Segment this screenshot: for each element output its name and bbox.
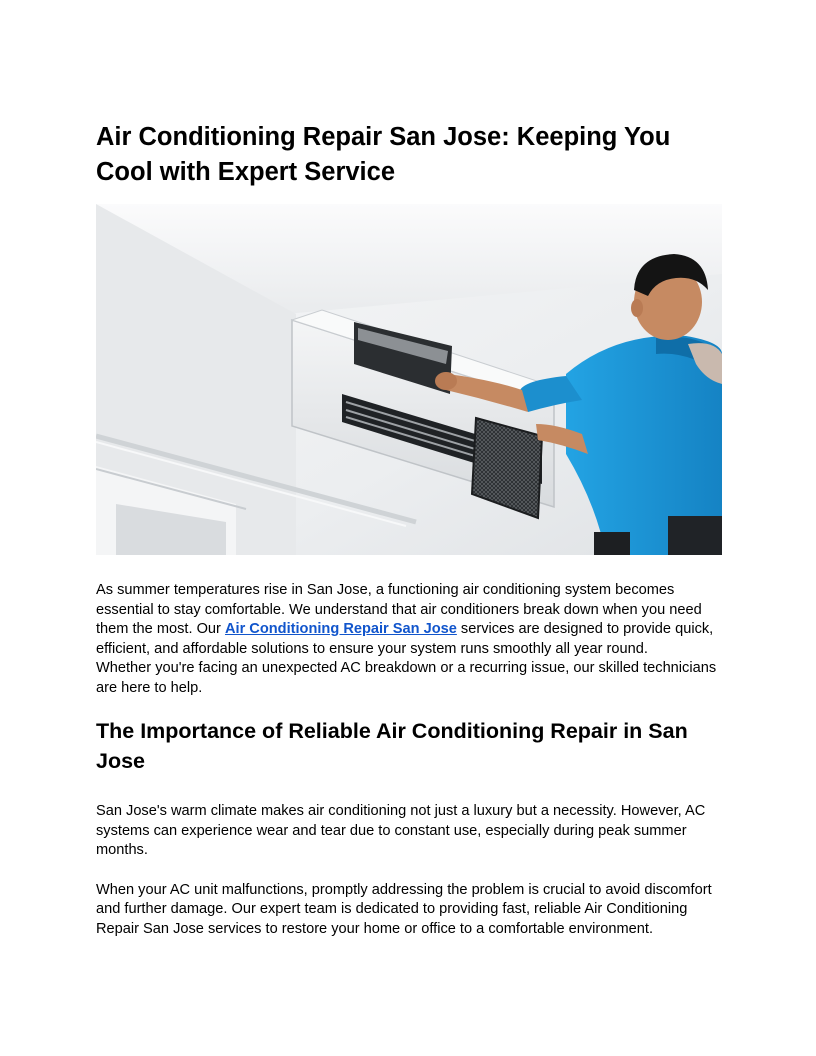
air-conditioning-repair-link[interactable]: Air Conditioning Repair San Jose [224, 621, 457, 637]
article-title: Air Conditioning Repair San Jose: Keeping You Cool with Expert Service [96, 123, 671, 186]
intro-text-after-link: services are designed to provide quick, efficient, and affordable solutions to ensure your system runs smoothly all year round. [96, 621, 714, 657]
technician-repairing-ac-photo [96, 204, 722, 555]
section-paragraph-1: San Jose's warm climate makes air conditioning not just a luxury but a necessity. However, AC systems can experience wear and tear due to constant use, especially during peak summer months. [96, 803, 706, 858]
section-paragraph-2: When your AC unit malfunctions, promptly addressing the problem is crucial to avoid discomfort and further damage. Our expert team is dedicated to providing fast, reliable Air Conditioning Repair San Jose services to restore your home or office to a comfortable environment. [96, 881, 712, 937]
article [96, 120, 722, 939]
intro-second-line: Whether you're facing an unexpected AC breakdown or a recurring issue, our skilled technicians are here to help. [96, 660, 717, 696]
section-heading: The Importance of Reliable Air Conditioning Repair in San Jose [96, 719, 688, 773]
intro-text-before-link: As summer temperatures rise in San Jose, a functioning air conditioning system becomes essential to stay comfortable. We understand that air conditioners break down when you need them the most. Our [96, 582, 702, 637]
intro-paragraph [96, 581, 722, 698]
